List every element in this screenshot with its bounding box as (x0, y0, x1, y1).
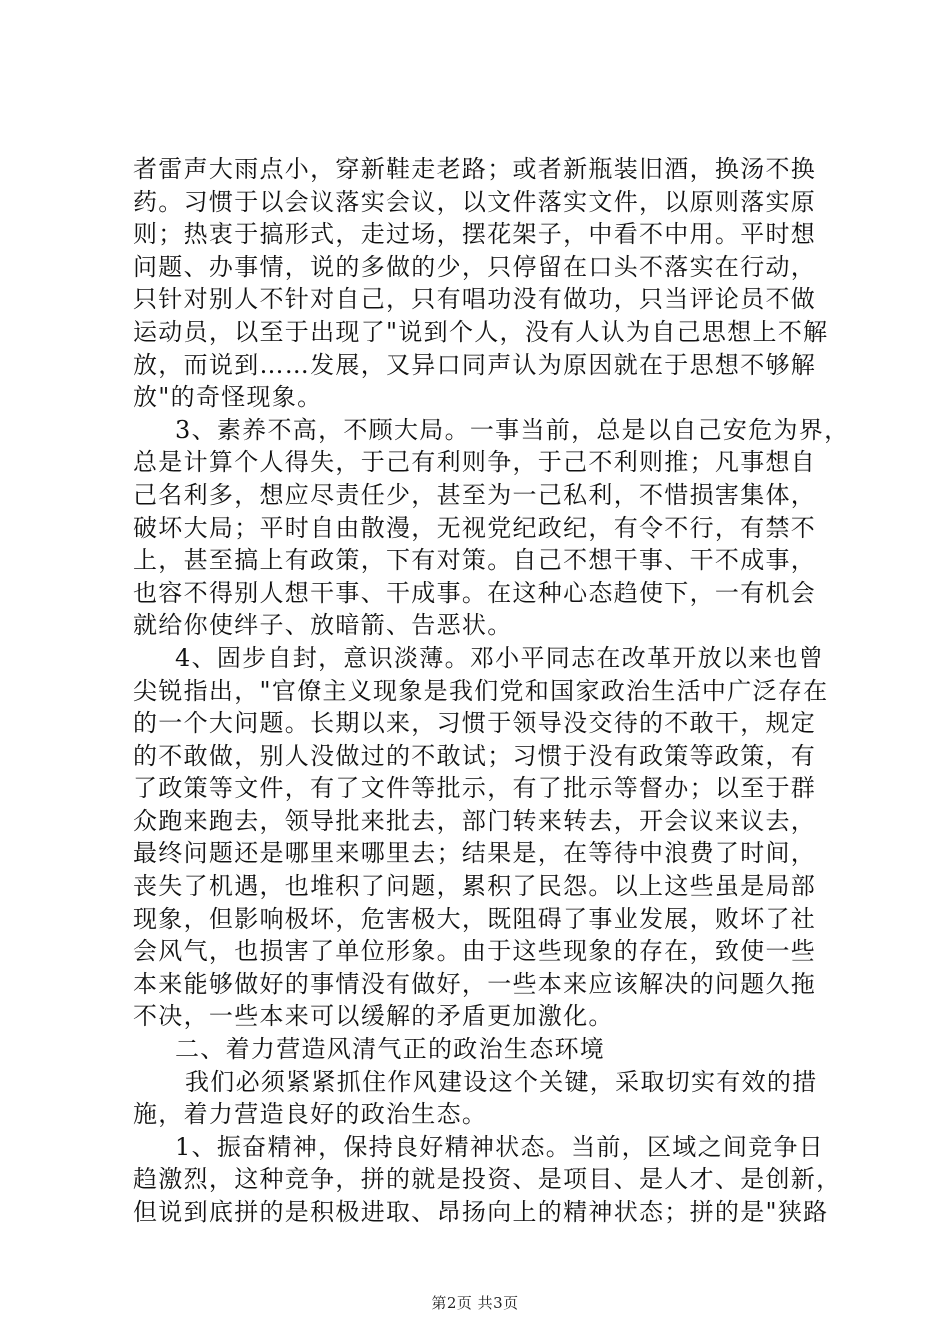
text-line: 不决，一些本来可以缓解的矛盾更加激化。 (133, 1002, 614, 1031)
paragraph-start-line: 3、素养不高，不顾大局。一事当前，总是以自己安危为界， (175, 415, 850, 444)
paragraph-start-line: 1、振奋精神，保持良好精神状态。当前，区域之间竞争日 (175, 1132, 825, 1161)
text-line: 就给你使绊子、放暗箭、告恶状。 (133, 611, 513, 640)
text-line: 也容不得别人想干事、干成事。在这种心态趋使下，一有机会 (133, 578, 817, 607)
text-line: 问题、办事情，说的多做的少，只停留在口头不落实在行动， (133, 252, 817, 281)
text-line: 众跑来跑去，领导批来批去，部门转来转去，开会议来议去， (133, 806, 817, 835)
text-line: 药。习惯于以会议落实会议，以文件落实文件，以原则落实原 (133, 187, 817, 216)
text-line: 的一个大问题。长期以来，习惯于领导没交待的不敢干，规定 (133, 709, 817, 738)
page-number: 第2页 共3页 (431, 1294, 519, 1312)
text-line: 会风气，也损害了单位形象。由于这些现象的存在，致使一些 (133, 937, 817, 966)
text-line: 但说到底拼的是积极进取、昂扬向上的精神状态；拼的是"狭路 (133, 1198, 829, 1226)
text-line: 运动员，以至于出现了"说到个人，没有人认为自己思想上不解 (133, 317, 829, 346)
text-line: 放，而说到……发展，又异口同声认为原因就在于思想不够解 (133, 350, 817, 379)
text-line: 尖锐指出，"官僚主义现象是我们党和国家政治生活中广泛存在 (133, 676, 829, 705)
text-line: 趋激烈，这种竞争，拼的就是投资、是项目、是人才、是创新， (133, 1165, 842, 1194)
text-line: 总是计算个人得失，于己有利则争，于己不利则推；凡事想自 (133, 448, 817, 477)
text-line: 上，甚至搞上有政策，下有对策。自己不想干事、干不成事， (133, 546, 817, 575)
section-heading: 二、着力营造风清气正的政治生态环境 (175, 1035, 606, 1064)
text-line: 己名利多，想应尽责任少，甚至为一己私利，不惜损害集体， (133, 480, 817, 509)
text-line: 丧失了机遇，也堆积了问题，累积了民怨。以上这些虽是局部 (133, 872, 817, 901)
page-footer (0, 1292, 950, 1313)
text-line: 现象，但影响极坏，危害极大，既阻碍了事业发展，败坏了社 (133, 904, 817, 933)
paragraph-start-line: 我们必须紧紧抓住作风建设这个关键，采取切实有效的措 (185, 1067, 818, 1096)
text-line: 则；热衷于搞形式，走过场，摆花架子，中看不中用。平时想 (133, 220, 817, 249)
text-line: 最终问题还是哪里来哪里去；结果是，在等待中浪费了时间， (133, 839, 817, 868)
text-line: 放"的奇怪现象。 (133, 383, 323, 412)
text-line: 者雷声大雨点小，穿新鞋走老路；或者新瓶装旧酒，换汤不换 (133, 155, 817, 183)
paragraph-start-line: 4、固步自封，意识淡薄。邓小平同志在改革开放以来也曾 (175, 643, 825, 672)
text-line: 的不敢做，别人没做过的不敢试；习惯于没有政策等政策，有 (133, 741, 817, 770)
text-line: 只针对别人不针对自己，只有唱功没有做功，只当评论员不做 (133, 285, 817, 314)
text-line: 本来能够做好的事情没有做好，一些本来应该解决的问题久拖 (133, 969, 817, 998)
text-line: 了政策等文件，有了文件等批示，有了批示等督办；以至于群 (133, 774, 817, 803)
document-body (133, 153, 850, 1229)
text-line: 施，着力营造良好的政治生态。 (133, 1100, 488, 1129)
text-line: 破坏大局；平时自由散漫，无视党纪政纪，有令不行，有禁不 (133, 513, 817, 542)
